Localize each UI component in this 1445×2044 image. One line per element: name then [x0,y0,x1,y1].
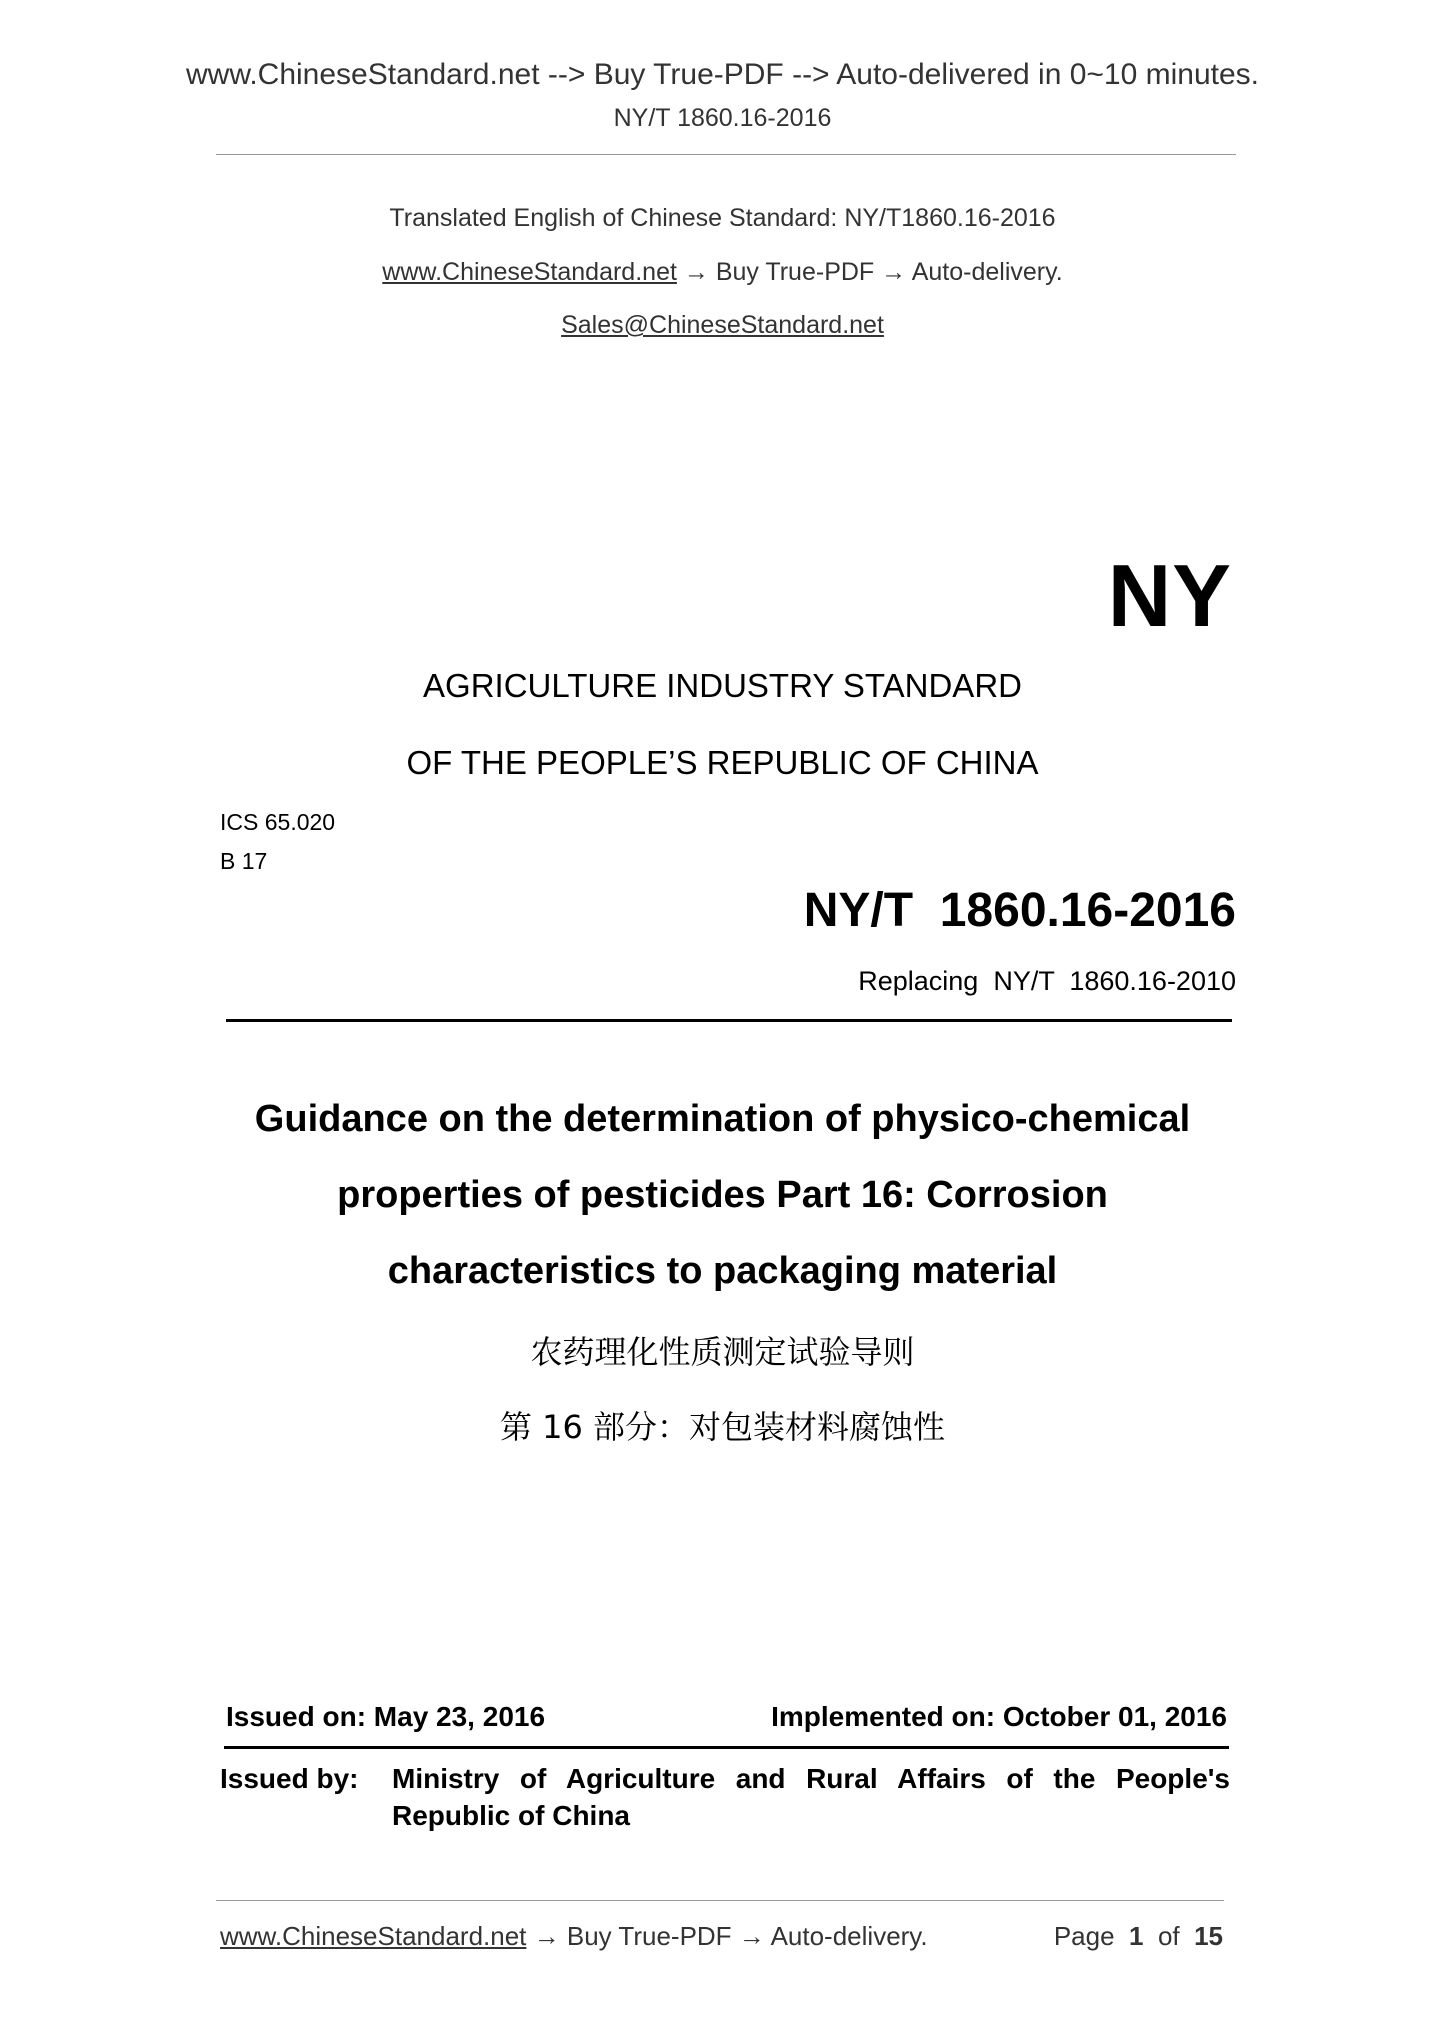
document-title-line-3: characteristics to packaging material [387,1250,1058,1292]
issue-divider [224,1746,1229,1749]
delivery-line [0,258,1445,287]
sales-email-row [0,311,1445,340]
footer-delivery [220,1921,928,1952]
implemented-on-date: Implemented on: October 01, 2016 [771,1701,1227,1732]
page-total: 15 [1194,1921,1223,1951]
delivery-text: → Buy True-PDF → Auto-delivery. [676,258,1063,286]
footer-site-link[interactable]: www.ChineseStandard.net [220,1921,527,1951]
chinese-title-line-1: 农药理化性质测定试验导则 [530,1333,915,1371]
site-link[interactable]: www.ChineseStandard.net [382,258,677,286]
page-number: 1 [1129,1921,1144,1951]
translated-notice: Translated English of Chinese Standard: NY/T1860.16-2016 [389,204,1056,232]
chinese-title-line-2: 第 16 部分：对包装材料腐蚀性 [499,1408,946,1446]
ics-code: ICS 65.020 [220,809,336,835]
standard-divider [226,1019,1232,1022]
sales-email-link[interactable]: Sales@ChineseStandard.net [561,311,884,339]
standard-number: NY/T 1860.16-2016 [803,884,1236,937]
agriculture-standard-heading: AGRICULTURE INDUSTRY STANDARD [423,667,1022,704]
ccs-code: B 17 [220,848,268,874]
header-standard-code: NY/T 1860.16-2016 [613,104,832,132]
top-banner: www.ChineseStandard.net --> Buy True-PDF --> Auto-delivered in 0~10 minutes. [185,58,1260,91]
page-indicator [1054,1921,1223,1952]
header-divider [216,154,1236,155]
document-title-line-2: properties of pesticides Part 16: Corrosion [337,1174,1108,1216]
footer-divider [216,1900,1224,1901]
issuer-name [392,1760,1230,1834]
ny-logo: NY [1107,546,1232,645]
prc-heading: OF THE PEOPLE’S REPUBLIC OF CHINA [406,744,1039,781]
issued-by-label: Issued by: [220,1763,359,1794]
document-title-line-1: Guidance on the determination of physico-chemical [254,1098,1191,1140]
issuer-line-2: Republic of China [392,1800,630,1831]
replacing-standard: Replacing NY/T 1860.16-2010 [858,966,1236,996]
issuer-line-1: Ministry of Agriculture and Rural Affairs of the People's [392,1763,1230,1794]
page-label: Page [1053,1921,1115,1951]
footer-delivery-text: → Buy True-PDF → Auto-delivery. [526,1921,928,1951]
of-label: of [1157,1921,1180,1951]
issued-on-date: Issued on: May 23, 2016 [226,1701,546,1732]
